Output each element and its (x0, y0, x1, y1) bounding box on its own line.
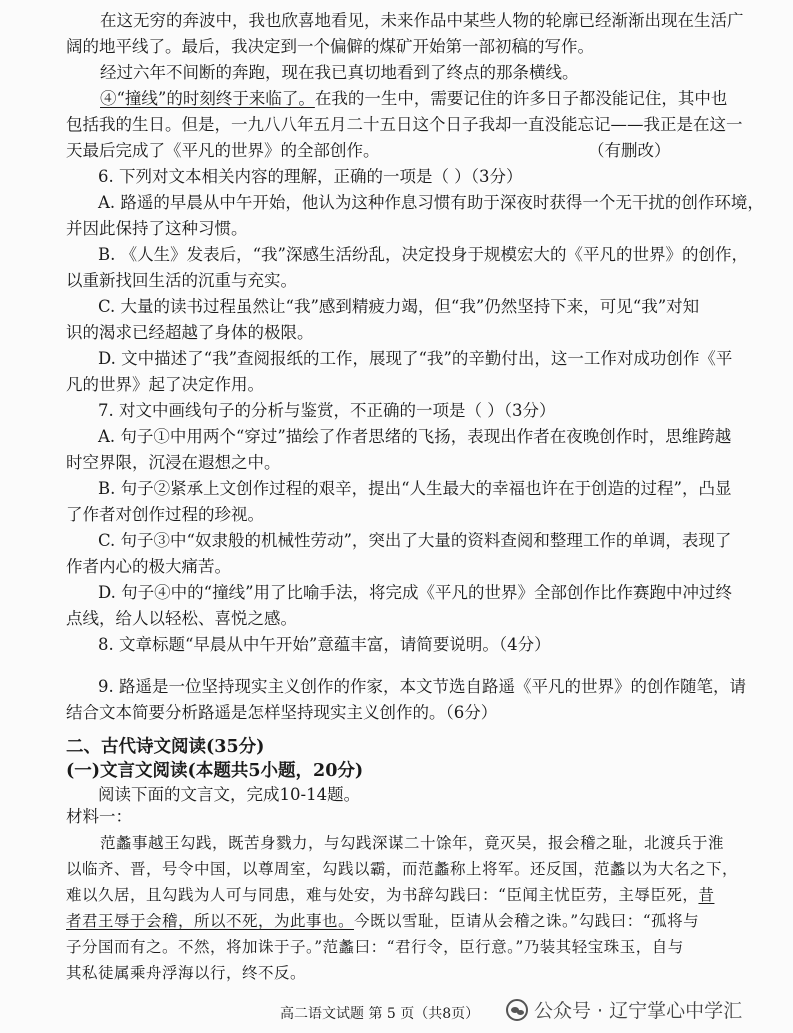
watermark-text: 公众号 · 辽宁掌心中学汇 (534, 1000, 743, 1022)
question-8: 8. 文章标题“早晨从中午开始”意蕴丰富，请简要说明。（4分） (98, 635, 551, 654)
classical-line: 者君王辱于会稽，所以不死，为此事也。今既以雪耻，臣请从会稽之诛。”勾践曰：“孤将与 (66, 912, 700, 930)
section-heading: 二、古代诗文阅读(35分) (66, 737, 265, 757)
option-7d: D. 句子④中的“撞线”用了比喻手法，将完成《平凡的世界》全部创作比作赛跑中冲过终 (98, 583, 733, 602)
wechat-icon (506, 999, 528, 1021)
text-line: 阔的地平线了。最后，我决定到一个偏僻的煤矿开始第一部初稿的写作。 (66, 37, 594, 56)
text-line: 经过六年不间断的奔跑，现在我已真切地看到了终点的那条横线。 (100, 63, 579, 82)
text-line: 识的渴求已经超越了身体的极限。 (66, 323, 314, 342)
instruction: 阅读下面的文言文，完成10-14题。 (98, 785, 361, 804)
question-9: 9. 路遥是一位坚持现实主义创作的作家，本文节选自路遥《平凡的世界》的创作随笔，请 (98, 677, 746, 696)
subsection-heading: (一)文言文阅读(本题共5小题，20分) (66, 761, 364, 781)
classical-line: 子分国而有之。不然，将加诛于子。”范蠡曰：“君行令，臣行意。”乃装其轻宝珠玉，自与 (66, 938, 684, 956)
classical-line: 范蠡事越王勾践，既苦身戮力，与勾践深谋二十馀年，竟灭吴，报会稽之耻，北渡兵于淮 (100, 834, 725, 852)
text-line: 包括我的生日。但是，一九八八年五月二十五日这个日子我却一直没能忘记——我正是在这一 (66, 115, 743, 134)
text-line: 凡的世界》起了决定作用。 (66, 375, 264, 394)
underlined-classical: 昔 (698, 886, 715, 904)
underlined-sentence-4: ④“撞线”的时刻终于来临了。 (100, 89, 315, 108)
classical-line: 以临齐、晋，号令中国，以尊周室，勾践以霸，而范蠡称上将军。还反国，范蠡以为大名之下， (66, 860, 739, 878)
text-line: 在这无穷的奔波中，我也欣喜地看见，未来作品中某些人物的轮廓已经渐渐出现在生活广 (100, 11, 744, 30)
text-line: 并因此保持了这种习惯。 (66, 219, 248, 238)
text-line: 了作者对创作过程的珍视。 (66, 505, 264, 524)
option-6d: D. 文中描述了“我”查阅报纸的工作，展现了“我”的辛勤付出，这一工作对成功创作《平 (98, 349, 733, 368)
text-line: 作者内心的极大痛苦。 (66, 557, 231, 576)
text-line: 结合文本简要分析路遥是怎样坚持现实主义创作的。（6分） (66, 703, 498, 722)
classical-line: 难以久居，且勾践为人可与同患，难与处安，为书辞勾践曰：“臣闻主忧臣劳，主辱臣死，昔 (66, 886, 715, 904)
option-6a: A. 路遥的早晨从中午开始，他认为这种作息习惯有助于深夜时获得一个无干扰的创作环境， (98, 193, 764, 212)
watermark (506, 996, 742, 1023)
question-7: 7. 对文中画线句子的分析与鉴赏，不正确的一项是（ ）（3分） (98, 401, 556, 420)
option-7b: B. 句子②紧承上文创作过程的艰辛，提出“人生最大的幸福也许在于创造的过程”，凸显 (98, 479, 732, 498)
option-6c: C. 大量的读书过程虽然让“我”感到精疲力竭，但“我”仍然坚持下来，可见“我”对知 (98, 297, 700, 316)
underlined-classical: 者君王辱于会稽，所以不死，为此事也。 (66, 912, 355, 930)
option-6b: B. 《人生》发表后，“我”深感生活纷乱，决定投身于规模宏大的《平凡的世界》的创作， (98, 245, 748, 264)
text-line: 以重新找回生活的沉重与充实。 (66, 271, 297, 290)
option-7c: C. 句子③中“奴隶般的机械性劳动”，突出了大量的资料查阅和整理工作的单调，表现了 (98, 531, 732, 550)
classical-line: 其私徒属乘舟浮海以行，终不反。 (66, 964, 307, 982)
option-7a: A. 句子①中用两个“穿过”描绘了作者思绪的飞扬，表现出作者在夜晚创作时，思维跨越 (98, 427, 732, 446)
material-label: 材料一： (66, 807, 132, 826)
text-line: 时空界限，沉浸在遐想之中。 (66, 453, 281, 472)
question-6: 6. 下列对文本相关内容的理解，正确的一项是（ ）（3分） (98, 167, 523, 186)
text-line: 点线，给人以轻松、喜悦之感。 (66, 609, 297, 628)
text-line: ④“撞线”的时刻终于来临了。在我的一生中，需要记住的许多日子都没能记住，其中也 (100, 89, 728, 108)
text-line: 天最后完成了《平凡的世界》的全部创作。 (66, 141, 380, 160)
abridged-note: （有删改） (588, 141, 671, 160)
page-footer: 高二语文试题 第 5 页（共8页） (280, 1006, 480, 1022)
